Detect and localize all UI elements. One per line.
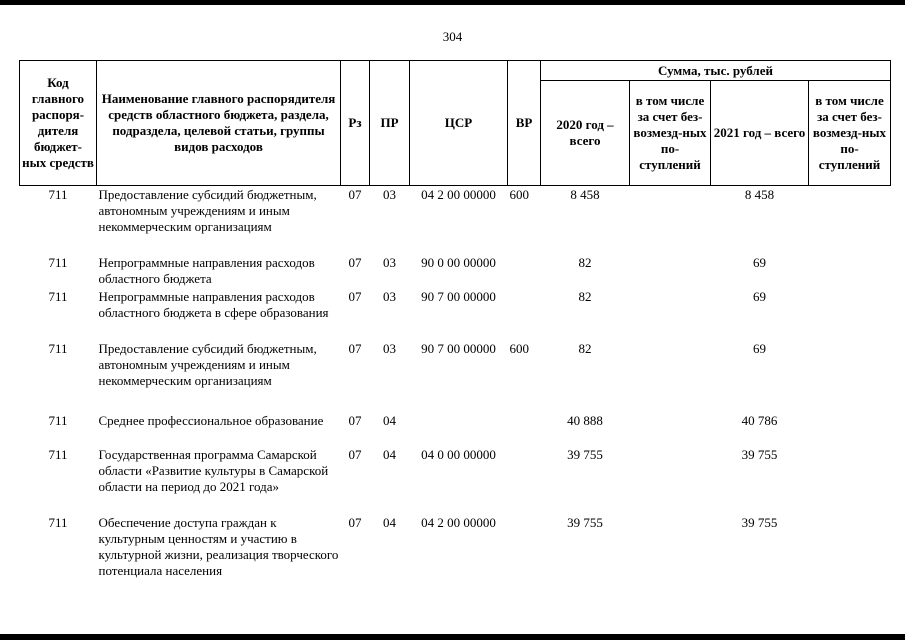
header-2021-gratuitous: в том числе за счет без-возмезд-ных по-ступлений — [809, 81, 891, 186]
cell-name: Предоставление субсидий бюджетным, автономным учреждениям и иным некоммерческим организациям — [98, 187, 317, 234]
top-border-bar — [0, 0, 905, 5]
bottom-border-bar — [0, 634, 905, 640]
cell-2021-gratuitous — [809, 446, 891, 514]
header-sum-group: Сумма, тыс. рублей — [541, 61, 891, 81]
cell-name: Государственная программа Самарской области «Развитие культуры в Самарской области на период до 2021 года» — [98, 446, 329, 494]
cell-code: 711 — [48, 288, 68, 304]
cell-vr: 600 — [509, 187, 529, 202]
header-rz: Рз — [341, 61, 370, 186]
cell-rz: 07 — [348, 340, 362, 356]
cell-2021-gratuitous — [809, 412, 891, 446]
cell-2021-total: 69 — [753, 340, 766, 356]
cell-2020-gratuitous — [630, 254, 711, 288]
cell-2021-gratuitous — [809, 186, 891, 254]
cell-2021-total: 69 — [753, 288, 766, 304]
cell-code: 711 — [48, 254, 68, 270]
cell-2021-gratuitous — [809, 288, 891, 340]
page-number: 304 — [442, 29, 463, 44]
cell-name: Непрограммные направления расходов областного бюджета в сфере образования — [98, 288, 329, 320]
table-row — [20, 514, 891, 582]
cell-rz: 07 — [348, 254, 362, 270]
cell-2021-total: 69 — [753, 254, 766, 270]
cell-2021-gratuitous — [809, 254, 891, 288]
cell-2020-total: 8 458 — [570, 187, 600, 202]
cell-code: 711 — [48, 514, 68, 530]
cell-csr: 04 2 00 00000 — [421, 514, 496, 530]
table-row — [20, 254, 891, 288]
header-code: Код главного распоря-дителя бюджет-ных средств — [20, 61, 97, 186]
cell-pr: 03 — [383, 254, 396, 270]
cell-2020-gratuitous — [630, 340, 711, 412]
cell-2020-gratuitous — [630, 514, 711, 582]
cell-vr — [508, 254, 541, 288]
cell-2021-total: 39 755 — [741, 446, 778, 462]
cell-rz: 07 — [348, 446, 362, 462]
cell-code: 711 — [48, 446, 68, 462]
cell-2020-gratuitous — [630, 288, 711, 340]
table-row — [20, 446, 891, 514]
cell-name: Обеспечение доступа граждан к культурным ценностям и участию в культурной жизни, реализация творческого потенциала населения — [98, 514, 339, 578]
cell-2020-total: 82 — [578, 254, 592, 270]
table-row — [20, 288, 891, 340]
header-name: Наименование главного распорядителя средств областного бюджета, раздела, подраздела, целевой статьи, группы видов расходов — [97, 61, 341, 186]
cell-vr — [508, 288, 541, 340]
cell-rz: 07 — [348, 412, 362, 428]
cell-rz: 07 — [348, 514, 362, 530]
cell-csr: 04 0 00 00000 — [421, 446, 496, 462]
cell-2020-total: 82 — [578, 288, 592, 304]
cell-pr: 03 — [383, 340, 396, 356]
cell-vr — [508, 514, 541, 582]
table-row — [20, 412, 891, 446]
cell-pr: 04 — [383, 412, 396, 428]
cell-rz: 07 — [348, 288, 362, 304]
cell-csr: 04 2 00 00000 — [421, 187, 496, 202]
cell-2020-total: 39 755 — [567, 446, 603, 462]
cell-2021-total: 39 755 — [741, 514, 778, 530]
cell-pr: 04 — [383, 446, 396, 462]
cell-2020-total: 40 888 — [567, 412, 603, 428]
cell-name: Среднее профессиональное образование — [98, 412, 324, 428]
table-row — [20, 340, 891, 412]
cell-pr: 04 — [383, 514, 396, 530]
header-2020-total: 2020 год – всего — [541, 81, 630, 186]
cell-2020-total: 82 — [578, 340, 592, 356]
cell-vr: 600 — [509, 340, 529, 356]
cell-code: 711 — [48, 412, 68, 428]
cell-name: Непрограммные направления расходов областного бюджета — [98, 254, 315, 286]
cell-code: 711 — [48, 340, 68, 356]
cell-vr — [508, 412, 541, 446]
cell-csr: 90 0 00 00000 — [421, 254, 496, 270]
budget-table — [19, 60, 891, 582]
header-csr: ЦСР — [410, 61, 508, 186]
cell-rz: 07 — [348, 187, 362, 202]
header-vr: ВР — [508, 61, 541, 186]
cell-2021-total: 40 786 — [741, 412, 778, 428]
header-2021-total: 2021 год – всего — [711, 81, 809, 186]
cell-csr — [410, 412, 508, 446]
header-2020-gratuitous: в том числе за счет без-возмезд-ных по-ступлений — [630, 81, 711, 186]
cell-2020-gratuitous — [630, 412, 711, 446]
cell-2020-gratuitous — [630, 186, 711, 254]
cell-vr — [508, 446, 541, 514]
cell-name: Предоставление субсидий бюджетным, автономным учреждениям и иным некоммерческим организациям — [98, 340, 317, 388]
cell-csr: 90 7 00 00000 — [421, 340, 496, 356]
cell-2021-gratuitous — [809, 340, 891, 412]
cell-2021-total: 8 458 — [744, 187, 775, 202]
cell-2020-gratuitous — [630, 446, 711, 514]
cell-2021-gratuitous — [809, 514, 891, 582]
header-pr: ПР — [370, 61, 410, 186]
cell-csr: 90 7 00 00000 — [421, 288, 496, 304]
cell-pr: 03 — [383, 187, 396, 202]
table-row — [20, 186, 891, 254]
cell-code: 711 — [48, 187, 68, 202]
cell-pr: 03 — [383, 288, 396, 304]
cell-2020-total: 39 755 — [567, 514, 603, 530]
